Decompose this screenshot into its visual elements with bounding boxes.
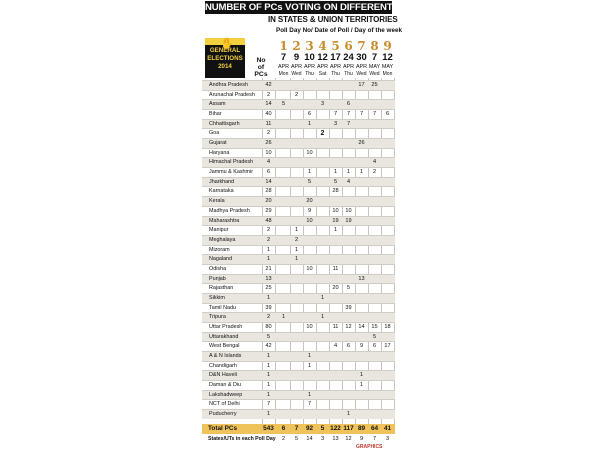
poll-month: APR xyxy=(316,64,329,70)
table-row xyxy=(202,225,395,235)
poll-date: 9 xyxy=(293,52,300,63)
table-row xyxy=(202,196,395,206)
poll-day-value: 28 xyxy=(332,188,339,195)
poll-weekday: Wed xyxy=(291,71,302,77)
poll-day-value: 6 xyxy=(385,111,390,118)
poll-day-value: 10 xyxy=(306,265,313,272)
poll-day-value: 13 xyxy=(358,275,365,282)
poll-month: APR xyxy=(355,64,368,70)
poll-day-value: 5 xyxy=(281,101,286,108)
table-row xyxy=(202,341,395,351)
table-row xyxy=(202,361,395,371)
table-row xyxy=(202,322,395,332)
poll-day-value: 7 xyxy=(359,111,364,118)
state-name: D&N Haveli xyxy=(209,372,237,379)
state-name: Lakshadweep xyxy=(209,391,243,398)
pcs-count: 14 xyxy=(265,178,272,185)
table-row xyxy=(202,254,395,264)
state-name: Jharkhand xyxy=(209,178,235,185)
state-name: Puducherry xyxy=(209,411,237,418)
poll-day-value: 14 xyxy=(358,324,365,330)
poll-month: APR xyxy=(303,64,316,70)
total-day-value: 41 xyxy=(383,425,392,432)
poll-date: 30 xyxy=(356,52,367,63)
total-day-value: 117 xyxy=(343,425,354,432)
states-per-day-row xyxy=(202,435,395,444)
pcs-count: 26 xyxy=(265,140,272,147)
state-name: Uttar Pradesh xyxy=(209,324,243,330)
page-title: NUMBER OF PCs VOTING ON DIFFERENT POLLING DATES xyxy=(205,2,471,13)
poll-day-value: 6 xyxy=(346,101,351,108)
poll-weekday: Thu xyxy=(331,71,340,77)
table-row xyxy=(202,138,395,148)
table-row xyxy=(202,264,395,274)
poll-day-value: 6 xyxy=(307,111,312,118)
poll-day-number: 2 xyxy=(292,39,301,53)
poll-date: 24 xyxy=(343,52,354,63)
poll-day-value: 1 xyxy=(294,256,299,263)
state-name: Tripura xyxy=(209,314,226,321)
pcs-count: 1 xyxy=(266,362,271,369)
poll-weekday: Wed xyxy=(356,71,367,77)
table-row xyxy=(202,216,395,226)
poll-weekday: Sat xyxy=(318,71,327,77)
poll-day-value: 39 xyxy=(345,304,352,311)
pcs-count: 1 xyxy=(266,382,271,389)
poll-day-value: 10 xyxy=(345,207,352,214)
poll-day-value: 1 xyxy=(359,372,364,379)
total-day-value: 122 xyxy=(330,425,341,432)
poll-day-number: 1 xyxy=(279,39,288,53)
poll-day-value: 10 xyxy=(306,217,313,224)
poll-day-value: 2 xyxy=(294,91,299,98)
pcs-count: 1 xyxy=(266,246,271,253)
state-name: Meghalaya xyxy=(209,236,236,243)
pcs-count: 1 xyxy=(266,411,271,418)
total-row xyxy=(202,424,395,434)
poll-day-value: 6 xyxy=(372,343,377,350)
poll-day-value: 20 xyxy=(306,198,313,205)
pcs-count: 28 xyxy=(265,188,272,195)
table-row xyxy=(202,157,395,167)
pcs-count: 21 xyxy=(265,265,272,272)
pcs-count: 1 xyxy=(266,372,271,379)
states-day-value: 3 xyxy=(385,436,390,442)
state-name: A & N Islands xyxy=(209,353,242,360)
poll-day-value: 3 xyxy=(320,101,325,108)
poll-day-value: 18 xyxy=(384,324,391,330)
state-name: Madhya Pradesh xyxy=(209,207,250,214)
poll-weekday: Thu xyxy=(344,71,353,77)
state-name: Tamil Nadu xyxy=(209,304,236,311)
state-name: Jammu & Kashmir xyxy=(209,169,254,176)
poll-day-value: 5 xyxy=(346,285,351,292)
state-name: Arunachal Pradesh xyxy=(209,91,255,98)
states-per-day-label: States/UTs in each Poll Day xyxy=(208,436,276,442)
state-name: NCT of Delhi xyxy=(209,401,240,408)
pcs-header-line: of xyxy=(257,64,265,71)
pcs-count: 1 xyxy=(266,294,271,301)
poll-day-value: 10 xyxy=(306,324,313,330)
poll-day-value: 3 xyxy=(333,120,338,127)
poll-month: MAY xyxy=(368,64,381,70)
pcs-header-line: PCs xyxy=(254,71,268,78)
table-row xyxy=(202,128,395,138)
state-name: Sikkim xyxy=(209,294,225,301)
poll-month: APR xyxy=(277,64,290,70)
poll-day-value: 10 xyxy=(306,149,313,156)
table-row xyxy=(202,80,395,90)
graphics-credit: GRAPHICS xyxy=(356,444,383,450)
states-day-value: 5 xyxy=(294,436,299,442)
pcs-count: 2 xyxy=(266,91,271,98)
poll-day-value: 17 xyxy=(384,343,391,350)
poll-day-value: 11 xyxy=(332,265,339,272)
column-subhead: Poll Day No/ Date of Poll / Day of the week xyxy=(276,27,402,34)
table-row xyxy=(202,312,395,322)
poll-day-value: 1 xyxy=(281,314,286,321)
state-name: Nagaland xyxy=(209,256,233,263)
table-row xyxy=(202,177,395,187)
table-row xyxy=(202,206,395,216)
state-name: Rajasthan xyxy=(209,285,234,292)
states-day-value: 9 xyxy=(359,436,364,442)
table-row xyxy=(202,399,395,409)
table-row xyxy=(202,390,395,400)
state-name: Goa xyxy=(209,130,220,137)
poll-day-value: 2 xyxy=(294,236,299,243)
state-name: Bihar xyxy=(209,111,222,118)
states-day-value: 7 xyxy=(372,436,377,442)
total-day-value: 6 xyxy=(281,425,286,432)
poll-day-value: 1 xyxy=(320,294,325,301)
poll-day-value: 4 xyxy=(372,159,377,166)
poll-day-number: 8 xyxy=(370,39,379,53)
poll-day-value: 5 xyxy=(307,178,312,185)
table-row xyxy=(202,119,395,129)
poll-day-value: 1 xyxy=(333,169,338,176)
poll-day-value: 9 xyxy=(307,207,312,214)
states-day-value: 13 xyxy=(332,436,339,442)
state-name: Karnataka xyxy=(209,188,234,195)
hand-icon: ✋ xyxy=(220,38,234,50)
state-name: Manipur xyxy=(209,227,229,234)
pcs-count: 1 xyxy=(266,391,271,398)
pcs-column-header xyxy=(245,57,277,78)
poll-day-value: 1 xyxy=(307,120,312,127)
poll-day-value: 1 xyxy=(320,314,325,321)
state-name: Odisha xyxy=(209,265,227,272)
poll-day-value: 15 xyxy=(371,324,378,330)
poll-day-value: 1 xyxy=(346,411,351,418)
poll-weekday: Mon xyxy=(382,71,393,77)
table-row xyxy=(202,245,395,255)
total-day-value: 92 xyxy=(305,425,314,432)
table-row xyxy=(202,186,395,196)
poll-day-value: 6 xyxy=(346,343,351,350)
pcs-count: 42 xyxy=(265,82,272,88)
poll-day-value: 7 xyxy=(346,111,351,118)
total-day-value: 64 xyxy=(370,425,379,432)
poll-date: 12 xyxy=(382,52,393,63)
poll-day-value: 1 xyxy=(359,382,364,389)
state-name: Maharashtra xyxy=(209,217,240,224)
state-name: West Bengal xyxy=(209,343,240,350)
table-row xyxy=(202,293,395,303)
pcs-count: 48 xyxy=(265,217,272,224)
logo-line-2: ELECTIONS xyxy=(207,55,243,62)
state-name: Gujarat xyxy=(209,140,227,147)
poll-weekday: Thu xyxy=(305,71,314,77)
poll-day-value: 19 xyxy=(345,217,352,224)
logo-line-1: GENERAL xyxy=(209,47,241,54)
page-subtitle: IN STATES & UNION TERRITORIES xyxy=(268,15,398,24)
pcs-count: 2 xyxy=(266,130,271,137)
poll-day-value: 1 xyxy=(307,391,312,398)
pcs-count: 14 xyxy=(265,101,272,108)
poll-day-value: 10 xyxy=(332,207,339,214)
table-row xyxy=(202,90,395,100)
poll-day-value: 5 xyxy=(372,333,377,340)
poll-day-value: 5 xyxy=(333,178,338,185)
table-row xyxy=(202,167,395,177)
poll-day-number: 7 xyxy=(357,39,366,53)
pcs-count: 2 xyxy=(266,314,271,321)
state-name: Kerala xyxy=(209,198,225,205)
pcs-count: 10 xyxy=(265,149,272,156)
state-name: Punjab xyxy=(209,275,226,282)
state-name: Chandigarh xyxy=(209,362,237,369)
poll-day-value: 20 xyxy=(332,285,339,292)
poll-day-value: 26 xyxy=(358,140,365,147)
state-name: Chhattisgarh xyxy=(209,120,240,127)
table-row xyxy=(202,332,395,342)
poll-day-number: 3 xyxy=(305,39,314,53)
total-pcs: 543 xyxy=(263,425,274,432)
poll-day-value: 1 xyxy=(359,169,364,176)
logo-line-3: 2014 xyxy=(218,63,232,70)
state-name: Andhra Pradesh xyxy=(209,82,248,88)
poll-date: 17 xyxy=(330,52,341,63)
poll-day-value: 1 xyxy=(307,353,312,360)
poll-day-value: 1 xyxy=(307,362,312,369)
poll-day-value: 1 xyxy=(294,227,299,234)
poll-weekday: Wed xyxy=(369,71,380,77)
election-logo xyxy=(205,38,245,78)
poll-day-number: 4 xyxy=(318,39,327,53)
total-label: Total PCs xyxy=(208,425,237,432)
poll-day-value: 1 xyxy=(333,227,338,234)
poll-month: APR xyxy=(290,64,303,70)
pcs-count: 7 xyxy=(266,401,271,408)
pcs-count: 20 xyxy=(265,198,272,205)
pcs-count: 4 xyxy=(266,159,271,166)
poll-day-value: 12 xyxy=(345,324,352,330)
poll-month: APR xyxy=(342,64,355,70)
poll-day-value: 7 xyxy=(372,111,377,118)
table-row xyxy=(202,283,395,293)
table-row xyxy=(202,303,395,313)
pcs-count: 39 xyxy=(265,304,272,311)
poll-day-value: 7 xyxy=(307,401,312,408)
pcs-header-line: No xyxy=(256,57,266,64)
state-name: Uttarakhand xyxy=(209,333,239,340)
table-row xyxy=(202,109,395,119)
total-day-value: 7 xyxy=(294,425,299,432)
total-day-value: 89 xyxy=(357,425,366,432)
table-row xyxy=(202,148,395,158)
poll-day-value: 4 xyxy=(333,343,338,350)
poll-day-value: 1 xyxy=(294,246,299,253)
poll-month: APR xyxy=(329,64,342,70)
pcs-count: 40 xyxy=(265,111,272,118)
poll-day-value: 4 xyxy=(346,178,351,185)
poll-day-value: 7 xyxy=(333,111,338,118)
table-row xyxy=(202,409,395,419)
pcs-count: 5 xyxy=(266,333,271,340)
poll-day-value: 19 xyxy=(332,217,339,224)
state-name: Daman & Diu xyxy=(209,382,242,389)
poll-date: 12 xyxy=(317,52,328,63)
table-row xyxy=(202,274,395,284)
poll-day-value: 25 xyxy=(371,82,378,88)
pcs-count: 2 xyxy=(266,227,271,234)
pcs-count: 1 xyxy=(266,353,271,360)
poll-date: 10 xyxy=(304,52,315,63)
poll-day-value: 2 xyxy=(372,169,377,176)
states-day-value: 2 xyxy=(281,436,286,442)
poll-date: 7 xyxy=(371,52,378,63)
poll-day-number: 6 xyxy=(344,39,353,53)
poll-day-value: 17 xyxy=(358,82,365,88)
total-day-value: 5 xyxy=(320,425,325,432)
table-row xyxy=(202,99,395,109)
poll-day-value: 1 xyxy=(346,169,351,176)
pcs-count: 80 xyxy=(265,324,272,330)
table-row xyxy=(202,380,395,390)
states-day-value: 3 xyxy=(320,436,325,442)
poll-day-value: 7 xyxy=(346,120,351,127)
poll-date: 7 xyxy=(280,52,287,63)
poll-day-value: 1 xyxy=(307,169,312,176)
pcs-count: 6 xyxy=(266,169,271,176)
poll-day-value: 9 xyxy=(359,343,364,350)
poll-day-number: 5 xyxy=(331,39,340,53)
table-row xyxy=(202,370,395,380)
pcs-count: 29 xyxy=(265,207,272,214)
poll-month: MAY xyxy=(381,64,394,70)
table-row xyxy=(202,351,395,361)
state-name: Haryana xyxy=(209,149,230,156)
states-day-value: 14 xyxy=(306,436,313,442)
pcs-count: 1 xyxy=(266,256,271,263)
poll-weekday: Mon xyxy=(278,71,289,77)
poll-day-value: 2 xyxy=(320,130,325,138)
state-name: Assam xyxy=(209,101,226,108)
polling-table-graphic xyxy=(202,0,471,450)
pcs-count: 25 xyxy=(265,285,272,292)
states-day-value: 12 xyxy=(345,436,352,442)
table-row xyxy=(202,235,395,245)
state-name: Himachal Pradesh xyxy=(209,159,254,166)
pcs-count: 2 xyxy=(266,236,271,243)
pcs-count: 11 xyxy=(265,120,272,127)
poll-day-number: 9 xyxy=(383,39,392,53)
poll-day-value: 11 xyxy=(332,324,339,330)
pcs-count: 42 xyxy=(265,343,272,350)
pcs-count: 13 xyxy=(265,275,272,282)
state-name: Mizoram xyxy=(209,246,230,253)
